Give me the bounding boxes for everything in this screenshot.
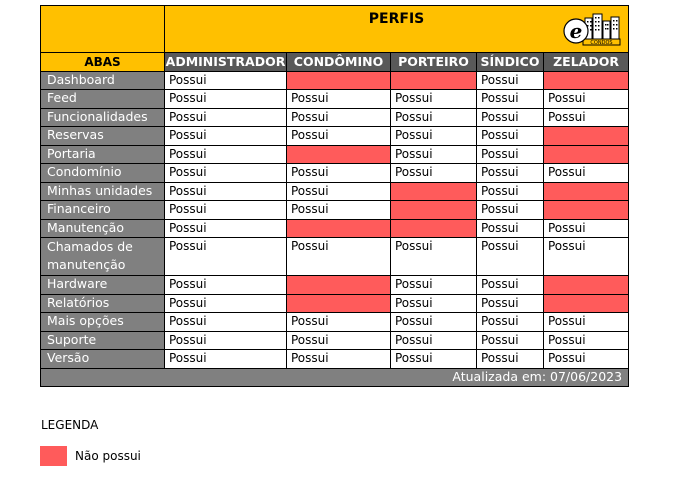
permission-cell-possessed: Possui <box>477 71 544 90</box>
permission-cell-possessed: Possui <box>391 331 477 350</box>
permission-cell-possessed: Possui <box>477 331 544 350</box>
permission-cell-possessed: Possui <box>165 108 287 127</box>
title-bar <box>165 6 629 53</box>
footer-row <box>41 368 629 387</box>
permission-cell-possessed: Possui <box>165 276 287 295</box>
permission-cell-possessed: Possui <box>165 90 287 109</box>
table-row <box>41 182 629 201</box>
permission-cell-possessed: Possui <box>287 313 391 332</box>
permission-cell-possessed: Possui <box>287 108 391 127</box>
permission-cell-not-possessed <box>391 219 477 238</box>
permission-cell-possessed: Possui <box>391 164 477 183</box>
permission-cell-possessed: Possui <box>391 108 477 127</box>
permission-cell-not-possessed <box>391 71 477 90</box>
profile-header: SÍNDICO <box>477 53 544 72</box>
aba-label: Feed <box>41 90 165 109</box>
permission-cell-possessed: Possui <box>544 90 629 109</box>
permission-cell-not-possessed <box>544 145 629 164</box>
table-row <box>41 331 629 350</box>
title-corner <box>41 6 165 53</box>
table-row <box>41 219 629 238</box>
aba-label: Funcionalidades <box>41 108 165 127</box>
permission-cell-possessed: Possui <box>287 182 391 201</box>
permissions-table <box>40 5 629 387</box>
permission-cell-possessed: Possui <box>477 127 544 146</box>
permission-cell-possessed: Possui <box>477 313 544 332</box>
permission-cell-possessed: Possui <box>391 313 477 332</box>
aba-label: Mais opções <box>41 313 165 332</box>
permission-cell-possessed: Possui <box>391 238 477 276</box>
permission-cell-possessed: Possui <box>165 182 287 201</box>
permission-cell-possessed: Possui <box>287 201 391 220</box>
permission-cell-possessed: Possui <box>477 90 544 109</box>
permission-cell-possessed: Possui <box>287 350 391 369</box>
permission-cell-possessed: Possui <box>544 331 629 350</box>
permission-cell-possessed: Possui <box>165 219 287 238</box>
aba-label: Versão <box>41 350 165 369</box>
legend-label-not-possessed: Não possui <box>75 449 141 463</box>
permission-cell-possessed: Possui <box>165 331 287 350</box>
legend-swatch-not-possessed <box>40 446 67 466</box>
table-row <box>41 145 629 164</box>
permission-cell-possessed: Possui <box>391 127 477 146</box>
permission-cell-possessed: Possui <box>287 90 391 109</box>
permission-cell-not-possessed <box>544 182 629 201</box>
permission-cell-possessed: Possui <box>544 313 629 332</box>
table-row <box>41 313 629 332</box>
permission-cell-possessed: Possui <box>287 127 391 146</box>
permission-cell-possessed: Possui <box>165 145 287 164</box>
aba-label: Condomínio <box>41 164 165 183</box>
permission-cell-not-possessed <box>287 219 391 238</box>
abas-header: ABAS <box>41 53 165 72</box>
permission-cell-possessed: Possui <box>165 164 287 183</box>
aba-label: Manutenção <box>41 219 165 238</box>
aba-label: Hardware <box>41 276 165 295</box>
updated-date: Atualizada em: 07/06/2023 <box>41 368 629 387</box>
table-row <box>41 164 629 183</box>
permission-cell-not-possessed <box>287 71 391 90</box>
profile-header: ZELADOR <box>544 53 629 72</box>
legend-title: LEGENDA <box>41 418 99 432</box>
permission-cell-not-possessed <box>287 294 391 313</box>
permission-cell-possessed: Possui <box>544 108 629 127</box>
aba-label: Dashboard <box>41 71 165 90</box>
aba-label: Reservas <box>41 127 165 146</box>
permission-cell-not-possessed <box>544 127 629 146</box>
profile-header: CONDÔMINO <box>287 53 391 72</box>
logo-text: CONDOS <box>590 40 613 46</box>
permission-cell-possessed: Possui <box>477 201 544 220</box>
permission-cell-not-possessed <box>391 182 477 201</box>
econdos-logo <box>563 12 621 46</box>
table-row <box>41 108 629 127</box>
permission-cell-not-possessed <box>544 276 629 295</box>
permission-cell-possessed: Possui <box>477 350 544 369</box>
table-row <box>41 90 629 109</box>
aba-label: Chamados de manutenção <box>41 238 165 276</box>
table-row <box>41 350 629 369</box>
permission-cell-possessed: Possui <box>391 350 477 369</box>
aba-label: Suporte <box>41 331 165 350</box>
permission-cell-possessed: Possui <box>287 164 391 183</box>
permission-cell-possessed: Possui <box>391 145 477 164</box>
permission-cell-possessed: Possui <box>165 350 287 369</box>
table-row <box>41 71 629 90</box>
aba-label: Relatórios <box>41 294 165 313</box>
permission-cell-possessed: Possui <box>165 313 287 332</box>
permission-cell-possessed: Possui <box>477 238 544 276</box>
table-row <box>41 201 629 220</box>
permission-cell-possessed: Possui <box>391 294 477 313</box>
permission-cell-possessed: Possui <box>391 90 477 109</box>
permission-cell-possessed: Possui <box>477 276 544 295</box>
permission-cell-not-possessed <box>544 201 629 220</box>
table-row <box>41 276 629 295</box>
permission-cell-possessed: Possui <box>287 331 391 350</box>
title-row <box>41 6 629 53</box>
permission-cell-possessed: Possui <box>477 164 544 183</box>
header-row <box>41 53 629 72</box>
permission-cell-not-possessed <box>544 71 629 90</box>
aba-label: Financeiro <box>41 201 165 220</box>
permission-cell-possessed: Possui <box>165 294 287 313</box>
table-row <box>41 294 629 313</box>
permission-cell-not-possessed <box>544 294 629 313</box>
permission-cell-not-possessed <box>287 145 391 164</box>
permission-cell-possessed: Possui <box>165 201 287 220</box>
permission-cell-possessed: Possui <box>165 71 287 90</box>
table-row <box>41 238 629 276</box>
permission-cell-possessed: Possui <box>477 294 544 313</box>
permission-cell-not-possessed <box>287 276 391 295</box>
permission-cell-possessed: Possui <box>477 182 544 201</box>
permission-cell-possessed: Possui <box>287 238 391 276</box>
permission-cell-not-possessed <box>391 201 477 220</box>
permission-cell-possessed: Possui <box>544 219 629 238</box>
permission-cell-possessed: Possui <box>477 219 544 238</box>
svg-text:e: e <box>569 19 583 43</box>
table-row <box>41 127 629 146</box>
permission-cell-possessed: Possui <box>477 145 544 164</box>
permission-cell-possessed: Possui <box>477 108 544 127</box>
permission-cell-possessed: Possui <box>391 276 477 295</box>
page-title: PERFIS <box>368 11 425 27</box>
aba-label: Minhas unidades <box>41 182 165 201</box>
aba-label: Portaria <box>41 145 165 164</box>
permissions-sheet <box>40 5 628 387</box>
permission-cell-possessed: Possui <box>165 127 287 146</box>
permission-cell-possessed: Possui <box>544 164 629 183</box>
permission-cell-possessed: Possui <box>165 238 287 276</box>
permission-cell-possessed: Possui <box>544 238 629 276</box>
profile-header: ADMINISTRADOR <box>165 53 287 72</box>
profile-header: PORTEIRO <box>391 53 477 72</box>
permission-cell-possessed: Possui <box>544 350 629 369</box>
